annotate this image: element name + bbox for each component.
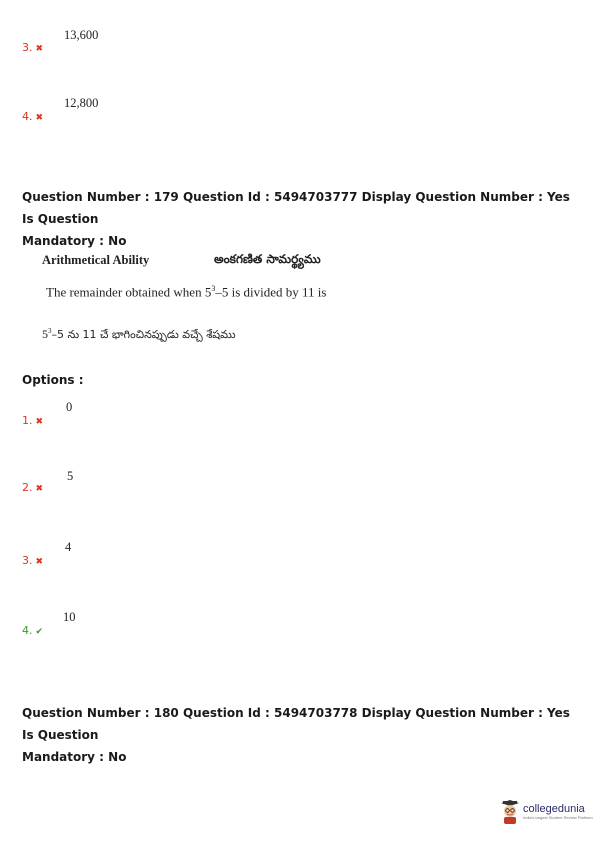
wrong-mark-icon: ✖ [35, 557, 44, 567]
option-number: 3. ✖ [22, 554, 44, 567]
question-text-english: The remainder obtained when $5^3-5$ is divided by 11 is [46, 284, 327, 300]
option-number: 2. ✖ [22, 481, 44, 494]
wrong-mark-icon: ✖ [35, 484, 44, 494]
option-number: 4. ✖ [22, 110, 44, 123]
option-value: 4 [65, 540, 72, 554]
option-value: 12,800 [64, 96, 99, 110]
wrong-mark-icon: ✖ [35, 113, 44, 123]
question-header [22, 702, 582, 768]
option-value: 5 [67, 469, 74, 483]
logo-tagline: India's largest Student Review Platform [523, 814, 593, 820]
wrong-mark-icon: ✖ [35, 44, 44, 54]
option-value: 13,600 [64, 28, 99, 42]
question-header [22, 186, 582, 252]
option-number: 1. ✖ [22, 414, 44, 427]
question-header-line2: Mandatory : No [22, 750, 127, 764]
question-text-telugu: $5^3-5$ ను 11 చే భాగించినప్పుడు వచ్చే శేషము [42, 327, 236, 341]
question-header-line2: Mandatory : No [22, 234, 127, 248]
option-number: 3. ✖ [22, 41, 44, 54]
correct-check-icon: ✔ [35, 627, 44, 637]
option-value: 10 [63, 610, 76, 624]
question-header-line1: Question Number : 179 Question Id : 5494703777 Display Question Number : Yes Is Question [22, 190, 570, 226]
option-number: 4. ✔ [22, 624, 44, 637]
wrong-mark-icon: ✖ [35, 417, 44, 427]
student-mascot-icon [500, 800, 520, 824]
logo [500, 800, 593, 824]
question-header-line1: Question Number : 180 Question Id : 5494703778 Display Question Number : Yes Is Question [22, 706, 570, 742]
options-label: Options : [22, 373, 84, 387]
option-value: 0 [66, 400, 73, 414]
subject-telugu: అంకగణిత సామర్థ్యము [214, 252, 321, 266]
logo-name: collegedunia [523, 802, 585, 815]
subject-english: Arithmetical Ability [42, 253, 150, 267]
